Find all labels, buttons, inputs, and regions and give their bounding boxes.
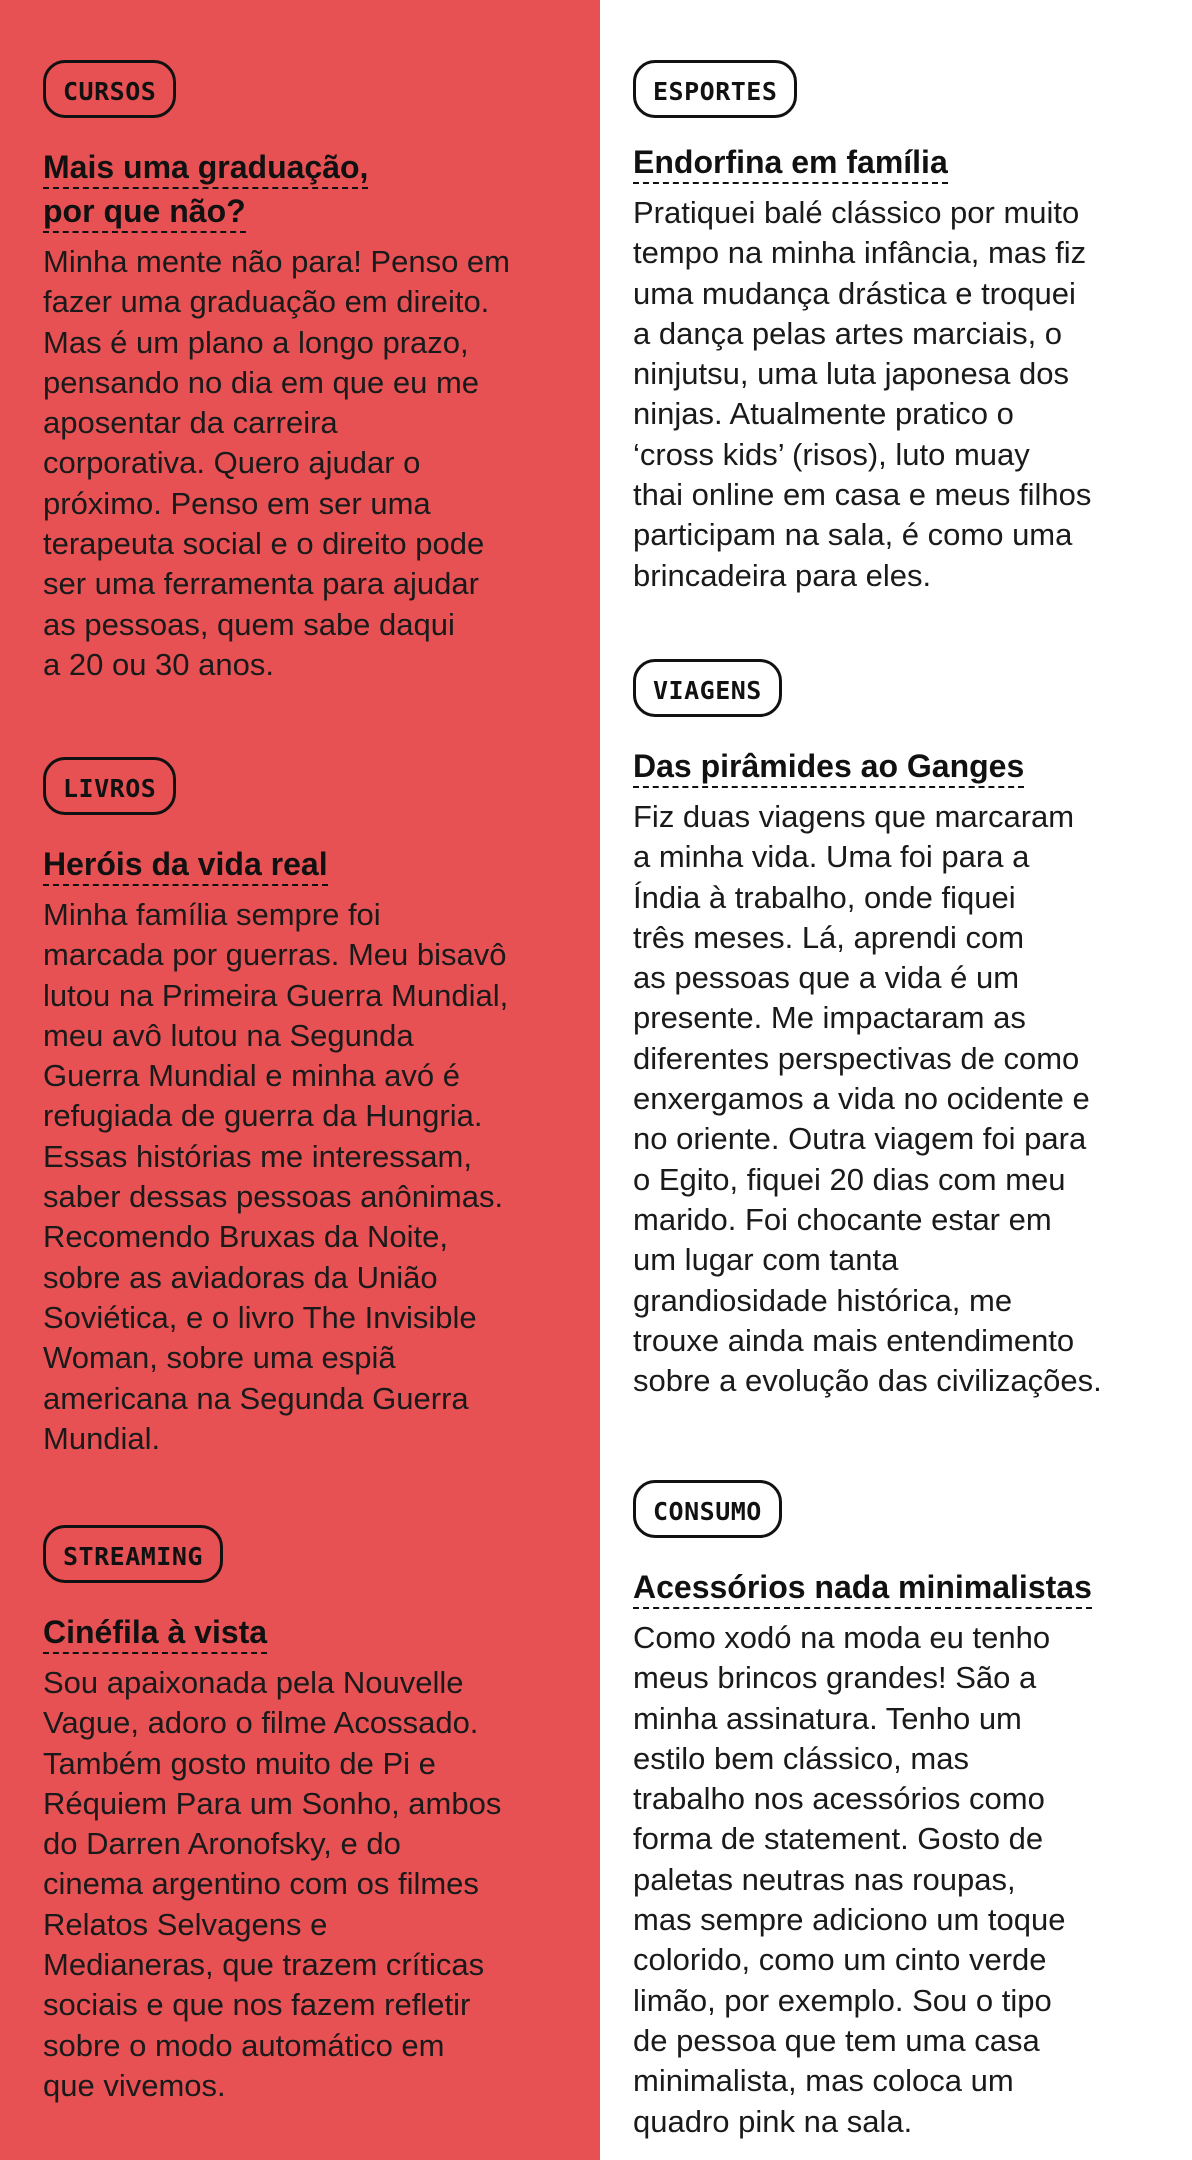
category-tag-livros: LIVROS [43, 757, 176, 815]
body-line: o Egito, fiquei 20 dias com meu [633, 1161, 1066, 1197]
body-line: diferentes perspectivas de como [633, 1040, 1080, 1076]
body-cursos [43, 242, 563, 685]
body-line: mas sempre adiciono um toque [633, 1902, 1066, 1938]
body-line: terapeuta social e o direito pode [43, 526, 485, 562]
body-line: Woman, sobre uma espiã [43, 1340, 396, 1376]
body-line: de pessoa que tem uma casa [633, 2022, 1040, 2058]
category-tag-consumo: CONSUMO [633, 1480, 782, 1538]
category-tag-esportes: ESPORTES [633, 60, 797, 118]
body-line: sociais e que nos fazem refletir [43, 1987, 471, 2023]
body-line: Soviética, e o livro The Invisible [43, 1299, 477, 1335]
section-esportes [633, 60, 1163, 596]
body-consumo [633, 1618, 1163, 2142]
body-line: Relatos Selvagens e [43, 1906, 328, 1942]
body-line: brincadeira para eles. [633, 557, 932, 593]
body-line: Recomendo Bruxas da Noite, [43, 1219, 448, 1255]
body-line: Fiz duas viagens que marcaram [633, 799, 1075, 834]
headline-streaming [43, 1610, 563, 1654]
section-streaming [43, 1525, 563, 2106]
body-line: forma de statement. Gosto de [633, 1821, 1044, 1857]
body-line: próximo. Penso em ser uma [43, 485, 431, 521]
body-line: Vague, adoro o filme Acossado. [43, 1705, 479, 1741]
body-line: Mundial. [43, 1420, 161, 1456]
body-livros [43, 895, 563, 1459]
body-line: americana na Segunda Guerra [43, 1380, 469, 1416]
headline-line: Heróis da vida real [43, 844, 328, 886]
body-line: limão, por exemplo. Sou o tipo [633, 1982, 1052, 2018]
body-line: que vivemos. [43, 2067, 226, 2103]
body-line: as pessoas, quem sabe daqui [43, 606, 455, 642]
body-line: marcada por guerras. Meu bisavô [43, 937, 507, 973]
body-line: trabalho nos acessórios como [633, 1781, 1045, 1817]
body-line: ninjas. Atualmente pratico o [633, 396, 1014, 432]
body-line: Guerra Mundial e minha avó é [43, 1058, 461, 1094]
body-line: sobre a evolução das civilizações. [633, 1363, 1102, 1399]
body-line: Minha família sempre foi [43, 897, 381, 932]
headline-line: Acessórios nada minimalistas [633, 1567, 1092, 1609]
body-line: pensando no dia em que eu me [43, 364, 480, 400]
body-line: fazer uma graduação em direito. [43, 284, 490, 320]
headline-viagens [633, 744, 1163, 788]
section-livros [43, 757, 563, 1459]
body-line: tempo na minha infância, mas fiz [633, 235, 1087, 271]
headline-line: Endorfina em família [633, 142, 948, 184]
body-line: Réquiem Para um Sonho, ambos [43, 1785, 502, 1821]
body-line: trouxe ainda mais entendimento [633, 1322, 1075, 1358]
body-line: meus brincos grandes! São a [633, 1660, 1037, 1696]
headline-cursos [43, 145, 563, 233]
body-line: Pratiquei balé clássico por muito [633, 195, 1080, 230]
body-line: três meses. Lá, aprendi com [633, 919, 1025, 955]
body-viagens [633, 797, 1163, 1401]
body-line: marido. Foi chocante estar em [633, 1201, 1052, 1237]
body-line: as pessoas que a vida é um [633, 960, 1020, 996]
body-line: cinema argentino com os filmes [43, 1866, 479, 1902]
section-consumo [633, 1480, 1163, 2142]
body-line: aposentar da carreira [43, 405, 338, 441]
body-line: quadro pink na sala. [633, 2103, 913, 2139]
body-line: uma mudança drástica e troquei [633, 275, 1076, 311]
body-line: sobre as aviadoras da União [43, 1259, 438, 1295]
category-tag-viagens: VIAGENS [633, 659, 782, 717]
body-line: sobre o modo automático em [43, 2027, 445, 2063]
body-line: grandiosidade histórica, me [633, 1282, 1013, 1318]
headline-livros [43, 842, 563, 886]
body-line: ser uma ferramenta para ajudar [43, 566, 479, 602]
category-tag-streaming: STREAMING [43, 1525, 223, 1583]
body-line: minha assinatura. Tenho um [633, 1700, 1022, 1736]
body-line: colorido, como um cinto verde [633, 1942, 1047, 1978]
body-line: lutou na Primeira Guerra Mundial, [43, 977, 509, 1013]
headline-line: Mais uma graduação, [43, 147, 368, 189]
headline-esportes [633, 140, 1163, 184]
body-line: minimalista, mas coloca um [633, 2063, 1014, 2099]
body-line: do Darren Aronofsky, e do [43, 1826, 401, 1862]
body-line: a minha vida. Uma foi para a [633, 839, 1030, 875]
body-line: um lugar com tanta [633, 1242, 899, 1278]
body-line: enxergamos a vida no ocidente e [633, 1081, 1090, 1117]
body-line: refugiada de guerra da Hungria. [43, 1098, 483, 1134]
category-tag-cursos: CURSOS [43, 60, 176, 118]
headline-line: Das pirâmides ao Ganges [633, 746, 1024, 788]
body-line: no oriente. Outra viagem foi para [633, 1121, 1087, 1157]
body-line: Sou apaixonada pela Nouvelle [43, 1665, 464, 1700]
body-line: Mas é um plano a longo prazo, [43, 324, 469, 360]
body-line: a dança pelas artes marciais, o [633, 315, 1063, 351]
body-line: estilo bem clássico, mas [633, 1740, 969, 1776]
body-line: Como xodó na moda eu tenho [633, 1620, 1051, 1655]
body-line: Medianeras, que trazem críticas [43, 1947, 485, 1983]
headline-line: Cinéfila à vista [43, 1612, 267, 1654]
body-line: meu avô lutou na Segunda [43, 1017, 414, 1053]
body-line: ninjutsu, uma luta japonesa dos [633, 356, 1070, 392]
body-streaming [43, 1663, 563, 2106]
body-line: Minha mente não para! Penso em [43, 244, 510, 279]
body-line: thai online em casa e meus filhos [633, 477, 1092, 513]
body-line: Essas histórias me interessam, [43, 1138, 472, 1174]
body-line: Também gosto muito de Pi e [43, 1745, 436, 1781]
body-line: Índia à trabalho, onde fiquei [633, 879, 1016, 915]
body-line: participam na sala, é como uma [633, 517, 1073, 553]
body-line: presente. Me impactaram as [633, 1000, 1026, 1036]
section-cursos [43, 60, 563, 685]
body-esportes [633, 193, 1163, 596]
body-line: ‘cross kids’ (risos), luto muay [633, 436, 1030, 472]
headline-line: por que não? [43, 191, 246, 233]
body-line: corporativa. Quero ajudar o [43, 445, 421, 481]
headline-consumo [633, 1565, 1163, 1609]
section-viagens [633, 659, 1163, 1401]
body-line: saber dessas pessoas anônimas. [43, 1179, 504, 1215]
body-line: a 20 ou 30 anos. [43, 646, 274, 682]
body-line: paletas neutras nas roupas, [633, 1861, 1016, 1897]
